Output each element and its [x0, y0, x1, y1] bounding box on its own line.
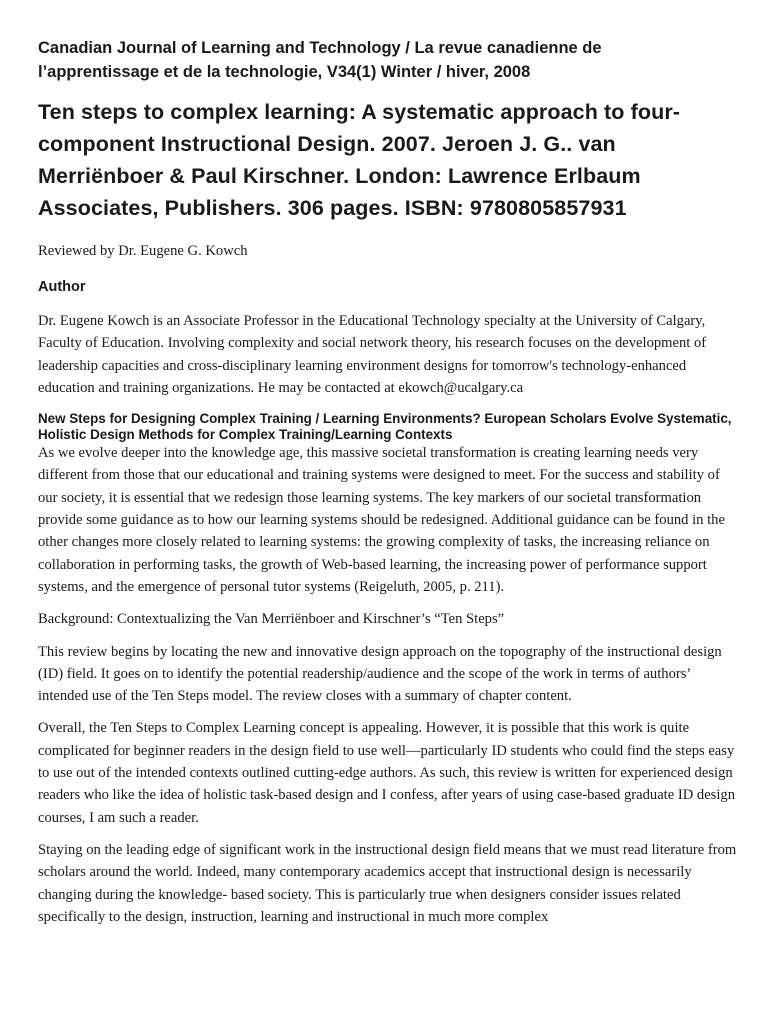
- section-heading: New Steps for Designing Complex Training / Learning Environments? European Scholars Evolve Systematic, Holistic Design Methods for Complex Training/Learning Contexts: [38, 411, 732, 442]
- document-page: [38, 36, 738, 938]
- journal-header-line1: Canadian Journal of Learning and Technology / La revue canadienne de: [38, 39, 602, 57]
- author-bio: Dr. Eugene Kowch is an Associate Professor in the Educational Technology specialty at the University of Calgary, Faculty of Education. Involving complexity and social network theory, his research focuses on the development of leadership capacities and cross-disciplinary learning environment designs for tomorrow's technology-enhanced education and training organizations. He may be contacted at ekowch@ucalgary.ca: [38, 313, 707, 396]
- body-paragraph: As we evolve deeper into the knowledge age, this massive societal transformation is creating learning needs very different from those that our educational and training systems were designed to meet. For the success and stability of our society, it is essential that we redesign those learning systems. The key markers of our societal transformation provide some guidance as to how our learning systems should be redesigned. Additional guidance can be found in the other changes more closely related to learning systems: the growing complexity of tasks, the increasing reliance on collaboration in performing tasks, the growth of Web-based learning, the increasing power of performance support systems, and the emergence of personal tutor systems (Reigeluth, 2005, p. 211).: [38, 445, 725, 595]
- body-paragraph-subheading: Background: Contextualizing the Van Merriënboer and Kirschner’s “Ten Steps”: [38, 611, 505, 628]
- body-paragraph: Overall, the Ten Steps to Complex Learning concept is appealing. However, it is possible that this work is quite complicated for beginner readers in the design field to use well—particularly ID students who could find the steps easy to use out of the intended contexts outlined cutting-edge authors. As such, this review is written for experienced design readers who like the idea of holistic task-based design and I confess, after years of using case-based graduate ID design courses, I am such a reader.: [38, 720, 736, 826]
- body-paragraph: Staying on the leading edge of significant work in the instructional design field means that we must read literature from scholars around the world. Indeed, many contemporary academics accept that instructional design is necessarily changing during the knowledge- based society. This is particularly true when designers consider issues related specifically to the design, instruction, learning and instructional in much more complex: [38, 841, 737, 925]
- journal-header-line2: l’apprentissage et de la technologie, V34(1) Winter / hiver, 2008: [38, 63, 531, 81]
- article-title: Ten steps to complex learning: A systematic approach to four-component Instructional Design. 2007. Jeroen J. G.. van Merriënboer & Paul Kirschner. London: Lawrence Erlbaum Associates, Publishers. 306 pages. ISBN: 9780805857931: [38, 100, 681, 220]
- author-heading: Author: [38, 279, 86, 295]
- body-paragraph: This review begins by locating the new and innovative design approach on the topography of the instructional design (ID) field. It goes on to identify the potential readership/audience and the scope of the work in terms of authors’ intended use of the Ten Steps model. The review closes with a summary of chapter content.: [38, 643, 722, 705]
- journal-header: [38, 36, 738, 84]
- reviewer-line: Reviewed by Dr. Eugene G. Kowch: [38, 243, 248, 259]
